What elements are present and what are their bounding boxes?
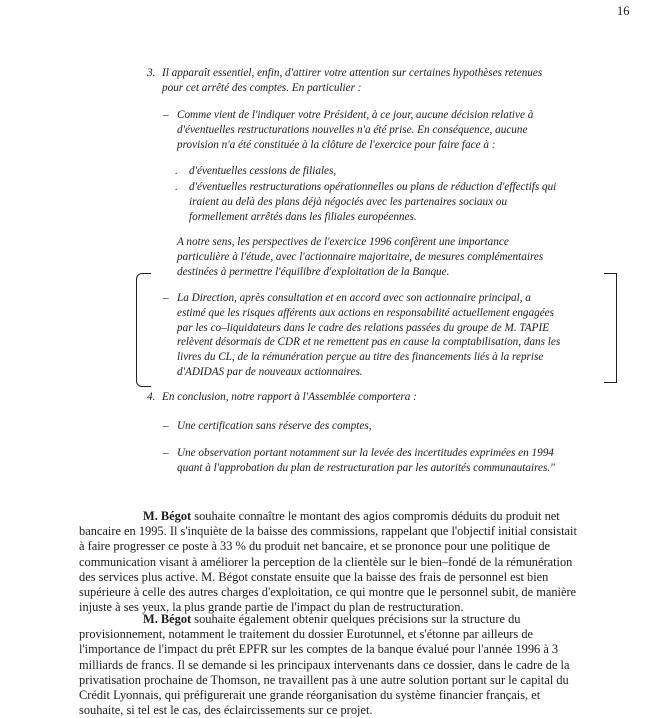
text-line: iraient au delà des plans déjà négociés avec les partenaires sociaux ou [189,195,508,208]
text-line: privatisation prochaine de Thomson, ne travaillent pas à une autre solution portant sur le capital du [79,672,569,687]
text-line [79,612,611,627]
text-span: souhaite également obtenir quelques précisions sur la structure du [191,612,521,626]
speaker-name: M. Bégot [143,509,192,523]
text-line: des services plus active. M. Bégot constate ensuite que la baisse des frais de personnel est bien [79,569,549,584]
dash-1-text [177,108,601,152]
text-line: A notre sens, les perspectives de l'exercice 1996 confèrent une importance [177,236,509,248]
dash-4-text [177,446,601,476]
text-line: d'ADIDAS par de nouveaux actionnaires. [177,365,363,378]
dash-marker: – [163,420,169,432]
dash-3-text [177,419,601,434]
text-line: d'éventuelles cessions de filiales, [189,165,337,177]
text-line: estimé que les risques afférents aux actions en responsabilité actuellement engagées [177,306,554,319]
text-line: Une certification sans réserve des comptes, [177,420,372,432]
text-line: milliards de francs. Il se demande si les principaux intervenants dans ce dossier, dans le cadre de la [79,657,570,672]
text-line: Crédit Lyonnais, qui préfigurerait une grande réorganisation du système financier français, et [79,688,541,703]
text-line: La Direction, après consultation et en accord avec son actionnaire principal, a [177,292,531,304]
bullet-2-text [189,180,601,224]
text-line: à faire progresser ce poste à 33 % du produit net bancaire, et se prononce pour une politique de [79,539,551,554]
text-line: souhaite, si tel est le cas, des éclaircissements sur ce projet. [79,703,373,718]
begot-paragraph-2 [79,612,611,718]
speaker-name: M. Bégot [143,612,192,626]
text-line: quant à l'approbation du plan de restructuration par les autorités communautaires." [177,461,555,474]
text-line: d'éventuelles restructurations nouvelles n'a été prise. En conséquence, aucune [177,123,528,136]
text-line: d'éventuelles restructurations opérationnelles ou plans de réduction d'effectifs qui [189,181,557,193]
text-line: bancaire en 1995. Il s'inquiète de la baisse des commissions, rappelant que l'objectif initial consistait [79,524,577,539]
text-line: Comme vient de l'indiquer votre Président, à ce jour, aucune décision relative à [177,109,534,121]
page-number: 16 [617,4,630,18]
text-line: particulière à l'étude, avec l'actionnaire majoritaire, de mesures complémentaires [177,250,544,263]
text-line: injuste à ses yeux, la plus grande partie de l'impact du plan de restructuration. [79,600,464,615]
bullet-marker: . [175,165,178,177]
item-4-text [162,390,600,405]
text-line: formellement arrêtés dans les filiales européennes. [189,210,417,223]
dash-2-text [177,291,601,380]
text-line: destinées à permettre l'équilibre d'exploitation de la Banque. [177,265,450,278]
bullet-1-text [189,164,601,179]
text-line: Il apparaît essentiel, enfin, d'attirer votre attention sur certaines hypothèses retenues [162,67,543,79]
text-line: livres du CL, de la rémunération perçue au titre des financements liés à la reprise [177,351,544,364]
text-line: En conclusion, notre rapport à l'Assemblée comportera : [162,391,417,403]
text-line: provision n'a été constituée à la clôture de l'exercice pour faire face à : [177,138,496,151]
item-3-text [162,66,600,96]
text-line: pour cet arrêté des comptes. En particulier : [162,81,362,94]
left-margin-bracket [136,273,151,387]
right-margin-bracket [604,273,617,383]
item-3-number: 3. [147,67,156,79]
text-line [79,509,611,524]
text-line: communication visant à améliorer la perception de la clientèle sur le bien–fondé de la rémunération [79,554,573,569]
text-span: souhaite connaître le montant des agios compromis déduits du produit net [191,509,560,523]
text-line: supérieure à celle des autres charges d'exploitation, ce qui montre que le personnel subit, de manière [79,585,577,600]
begot-paragraph-1 [79,509,611,615]
text-line: Une observation portant notamment sur la levée des incertitudes exprimées en 1994 [177,447,554,459]
text-line: l'importance de l'impact du prêt EPFR sur les comptes de la banque évalué pour l'année 1996 à 3 [79,642,559,657]
perspectives-paragraph [177,235,601,279]
dash-marker: – [163,292,169,304]
text-line: provisionnement, notamment le traitement du dossier Eurotunnel, et s'étonne par ailleurs de [79,627,534,642]
bullet-marker: . [175,181,178,193]
dash-marker: – [163,109,169,121]
text-line: relèvent désormais de CDR et ne remettent pas en cause la comptabilisation, dans les [177,336,561,349]
item-4-number: 4. [147,391,156,403]
text-line: par les co–liquidateurs dans le cadre des relations passées du groupe de M. TAPIE [177,321,550,334]
dash-marker: – [163,447,169,459]
